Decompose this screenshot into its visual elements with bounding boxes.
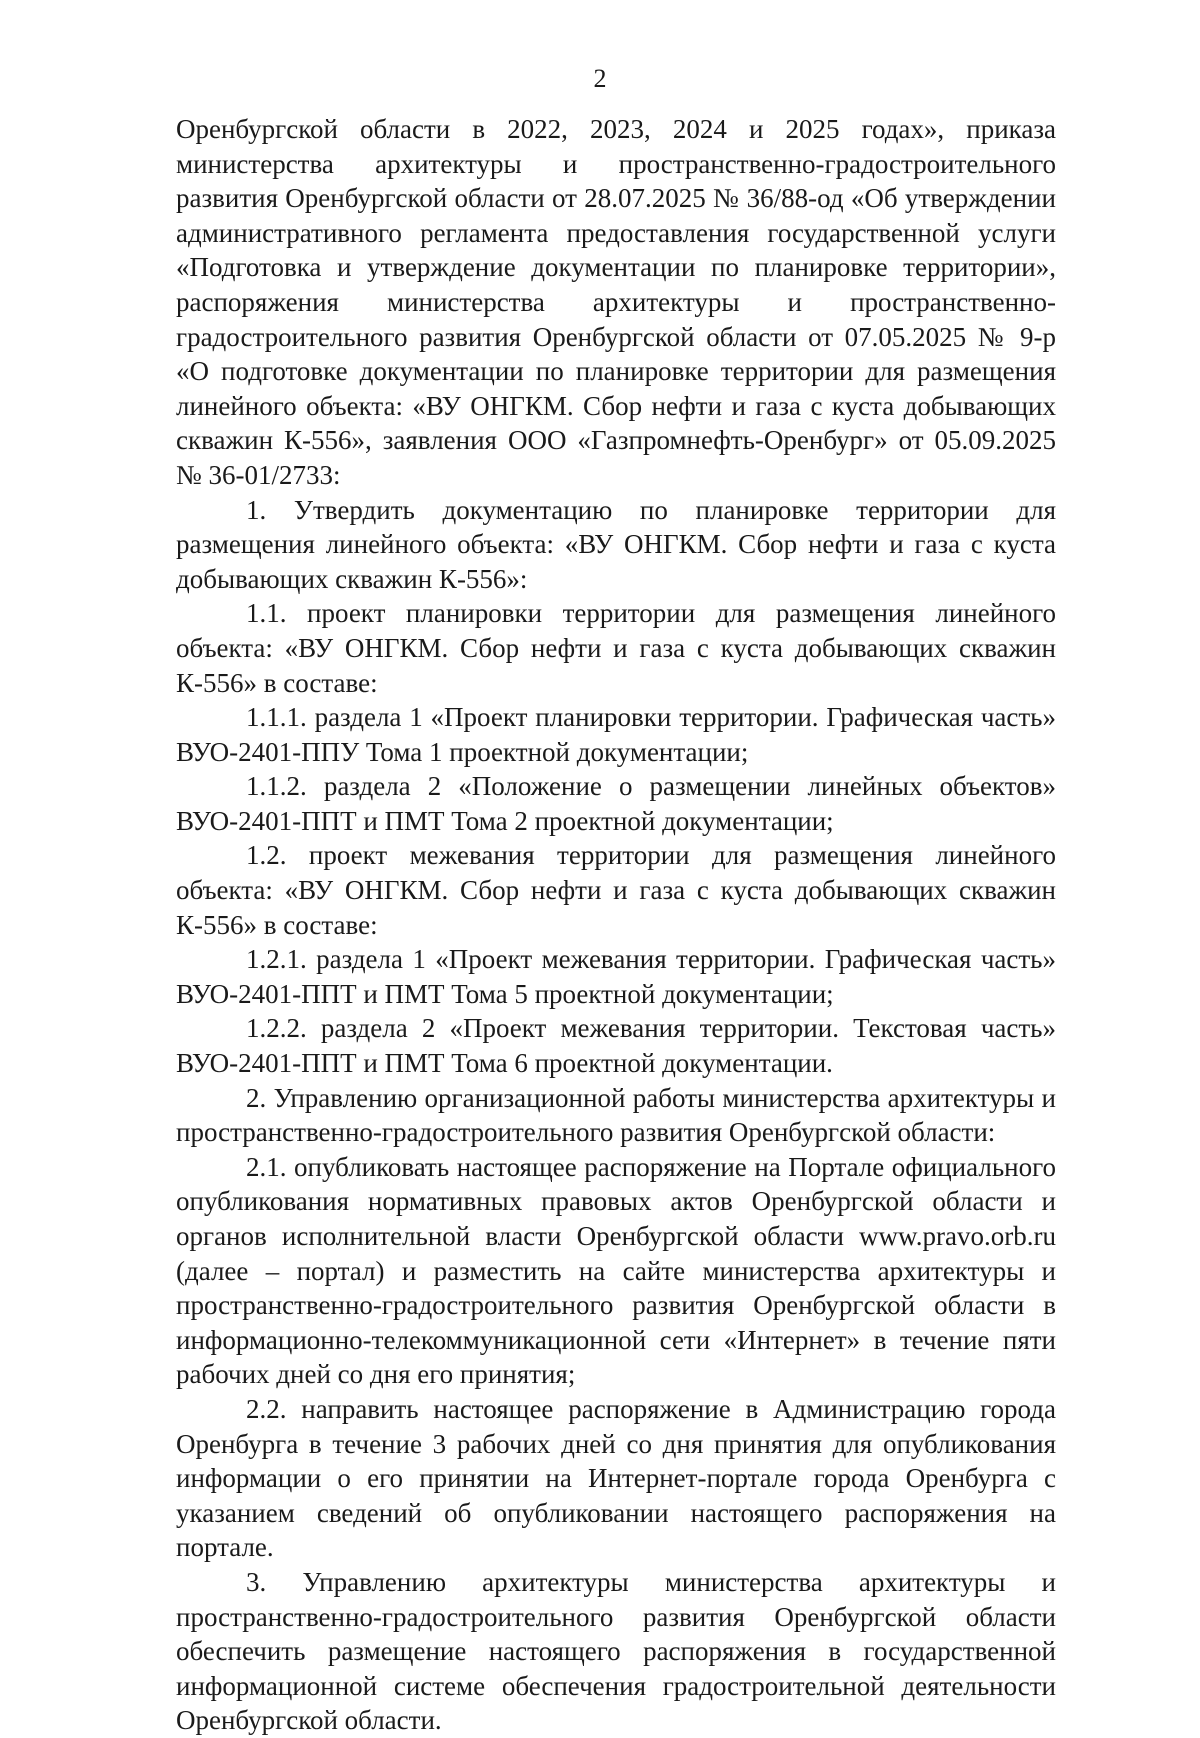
paragraph-item-1-2-2: 1.2.2. раздела 2 «Проект межевания территории. Текстовая часть» ВУО-2401-ППТ и ПМТ Тома 6 проектной документации. [176, 1013, 1056, 1079]
paragraph-item-1-2-1: 1.2.1. раздела 1 «Проект межевания территории. Графическая часть» ВУО-2401-ППТ и ПМТ Тома 5 проектной документации; [176, 944, 1056, 1009]
paragraph-item-1-1-1: 1.1.1. раздела 1 «Проект планировки территории. Графическая часть» ВУО-2401-ППУ Тома 1 проектной документации; [176, 702, 1056, 767]
paragraph-item-2-2: 2.2. направить настоящее распоряжение в Администрацию города Оренбурга в течение 3 рабочих дней со дня принятия для опубликования информации о его принятии на Интернет-портале города Оренбурга с указанием сведений об опубликовании настоящего распоряжения на портале. [176, 1393, 1056, 1563]
paragraph-preamble-continuation: Оренбургской области в 2022, 2023, 2024 и 2025 годах», приказа министерства архитектуры и пространственно-градостроительного развития Оренбургской области от 28.07.2025 № 36/88-од «Об утверждении административного регламента предоставления государственной услуги «Подготовка и утверждение документации по планировке территории», распоряжения министерства архитектуры и пространственно-градостроительного развития Оренбургской области от 07.05.2025 № 9-р «О подготовке документации по планировке территории для размещения линейного объекта: «ВУ ОНГКМ. Сбор нефти и газа с куста добывающих скважин К-556», заявления ООО «Газпромнефть-Оренбург» от 05.09.2025 № 36-01/2733: [176, 114, 1056, 490]
paragraph-item-2-1: 2.1. опубликовать настоящее распоряжение на Портале официального опубликования нормативных правовых актов Оренбургской области и органов исполнительной власти Оренбургской области www.pravo.orb.ru (далее – портал) и разместить на сайте министерства архитектуры и пространственно-градостроительного развития Оренбургской области в информационно-телекоммуникационной сети «Интернет» в течение пяти рабочих дней со дня его принятия; [176, 1151, 1056, 1390]
paragraph-item-3: 3. Управлению архитектуры министерства архитектуры и пространственно-градостроительного развития Оренбургской области обеспечить размещение настоящего распоряжения в государственной информационной системе обеспечения градостроительной деятельности Оренбургской области. [176, 1566, 1056, 1736]
document-body [176, 112, 1056, 1738]
paragraph-item-1-1-2: 1.1.2. раздела 2 «Положение о размещении линейных объектов» ВУО-2401-ППТ и ПМТ Тома 2 проектной документации; [176, 771, 1056, 836]
paragraph-item-1-2: 1.2. проект межевания территории для размещения линейного объекта: «ВУ ОНГКМ. Сбор нефти и газа с куста добывающих скважин К-556» в составе: [176, 840, 1056, 940]
paragraph-item-1: 1. Утвердить документацию по планировке территории для размещения линейного объекта: «ВУ ОНГКМ. Сбор нефти и газа с куста добывающих скважин К-556»: [176, 494, 1056, 594]
page-number: 2 [593, 64, 607, 93]
paragraph-item-1-1: 1.1. проект планировки территории для размещения линейного объекта: «ВУ ОНГКМ. Сбор нефти и газа с куста добывающих скважин К-556» в составе: [176, 598, 1056, 698]
paragraph-item-2: 2. Управлению организационной работы министерства архитектуры и пространственно-градостроительного развития Оренбургской области: [176, 1082, 1056, 1148]
